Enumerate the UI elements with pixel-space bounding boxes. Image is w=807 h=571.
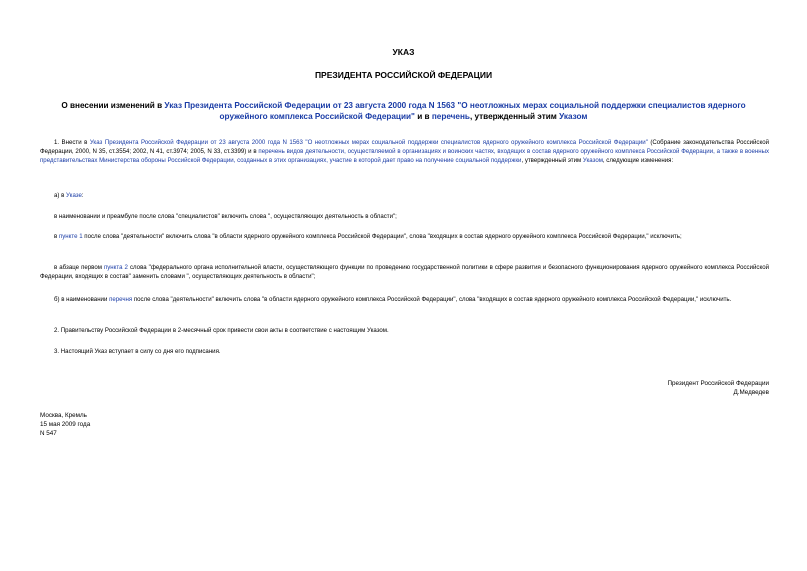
decree-1563-link[interactable]: Указ Президента Российской Федерации от 23 августа 2000 года N 1563 "О неотложных мерах социальной поддержки специалистов ядерного оружейного комплекса Российской Федерации" [164,101,746,121]
paragraph-1-text-2: (Собрание законодательства Российской Федерации, 2000, N 35, ст.3554; 2002, N 41, ст.3974; 2005, N 33, ст.3399) и в [40,139,770,155]
paragraph-point-1 [40,233,769,242]
paragraph-3 [40,348,769,357]
signing-date: 15 мая 2009 года [40,421,91,428]
paragraph-a-text-2: : [81,192,84,199]
paragraph-point-1-text-1: в [54,233,59,240]
paragraph-preamble-text: в наименовании и преамбуле после слова "специалистов" включить слова ", осуществляющих деятельность в области"; [54,213,397,220]
list-link[interactable]: перечень [431,112,470,121]
point-1-link[interactable]: пункте 1 [58,233,83,240]
paragraph-a [40,192,769,201]
paragraph-b-text-1: б) в наименовании [54,296,110,303]
decree-link[interactable]: Указом [559,112,588,121]
heading-text-1: О внесении изменений в [61,101,165,110]
signatory-position: Президент Российской Федерации [667,380,769,387]
paragraph-1-decree-link[interactable]: Указ Президента Российской Федерации от 23 августа 2000 года N 1563 "О неотложных мерах социальной поддержки специалистов ядерного оружейного комплекса Российской Федерации" [89,139,648,146]
paragraph-preamble [40,213,769,222]
list-name-link[interactable]: перечня [109,296,133,303]
point-2-link[interactable]: пункта 2 [103,264,128,271]
paragraph-b [40,296,769,305]
paragraph-1-list-link[interactable]: перечень видов деятельности, осуществляемой в организациях и воинских частях, входящих в состав ядерного оружейного комплекса Российской Федерации, а также в военных представительствах Министерства обороны Российской Федерации, созданных в этих организациях, участие в которой дает право на получение социальной поддержки [40,147,770,164]
paragraph-1-text-1: 1. Внести в [54,139,90,146]
document-heading [40,100,767,122]
paragraph-1-text-4: , следующие изменения: [602,156,674,164]
paragraph-point-2-text-1: в абзаце первом [54,264,104,271]
paragraph-2-text: 2. Правительству Российской Федерации в 2-месячный срок привести свои акты в соответствие с настоящим Указом. [54,327,389,334]
paragraph-1 [40,139,769,166]
signature-block [667,379,769,397]
paragraph-point-2-text-2: слова "федерального органа исполнительной власти, осуществляющего функции по проведению государственной политики в сфере развития и безопасного функционирования ядерного оружейного комплекса Российской Федерации, входящих в состав" заменить словами ", осуществляющих деятельность в области"; [40,264,769,280]
issuer-title: ПРЕЗИДЕНТА РОССИЙСКОЙ ФЕДЕРАЦИИ [314,70,493,80]
paragraph-a-text-1: а) в [54,192,67,199]
heading-text-3: , утвержденный этим [469,112,560,121]
signing-place: Москва, Кремль [40,412,87,419]
place-date-block [40,411,90,438]
paragraph-a-decree-link[interactable]: Указе [66,192,82,199]
paragraph-3-text: 3. Настоящий Указ вступает в силу со дня его подписания. [54,348,221,355]
document-type-title: УКАЗ [392,47,415,57]
paragraph-point-1-text-2: после слова "деятельности" включить слова "в области ядерного оружейного комплекса Российской Федерации", слова "входящих в состав ядерного оружейного комплекса Российской Федерации," исключить; [82,233,682,240]
paragraph-b-text-2: после слова "деятельности" включить слова "в области ядерного оружейного комплекса Российской Федерации", слова "входящих в состав ядерного оружейного комплекса Российской Федерации," исключить. [132,296,732,303]
signatory-name: Д.Медведев [733,389,769,396]
paragraph-2 [40,327,769,336]
paragraph-1-text-3: , утвержденный этим [521,156,583,164]
document-number: N 547 [40,430,57,437]
paragraph-point-2 [40,264,769,282]
heading-text-2: и в [414,112,432,121]
paragraph-1-decree-short-link[interactable]: Указом [582,156,603,164]
